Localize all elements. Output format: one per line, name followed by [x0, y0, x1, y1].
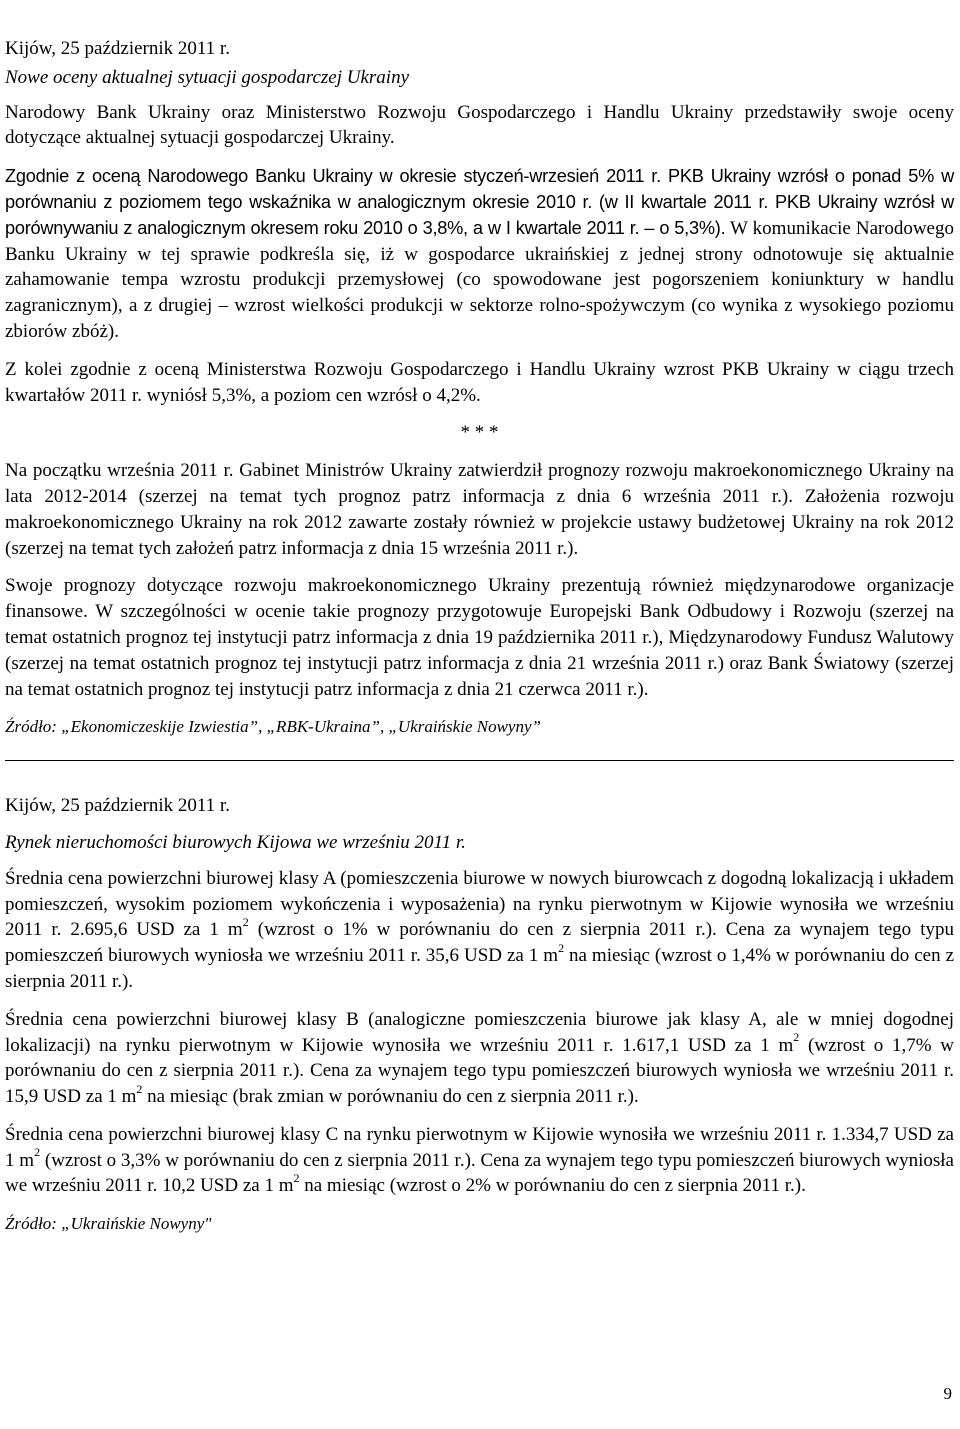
paragraph — [5, 866, 954, 995]
article-dateline: Kijów, 25 październik 2011 r. — [5, 795, 230, 817]
superscript: 2 — [136, 1081, 143, 1096]
paragraph: Na początku września 2011 r. Gabinet Ministrów Ukrainy zatwierdził prognozy rozwoju makroekonomicznego Ukrainy na lata 2012-2014 (szerzej na temat tych prognoz patrz informacja z dnia 6 września 2011 r.). Założenia rozwoju makroekonomicznego Ukrainy na rok 2012 zawarte zostały również w projekcie ustawy budżetowej Ukrainy na rok 2012 (szerzej na temat tych założeń patrz informacja z dnia 15 września 2011 r.). — [5, 460, 954, 559]
page-number: 9 — [943, 1384, 952, 1403]
text-run: Średnia cena powierzchni biurowej klasy B (analogiczne pomieszczenia biurowe jak klasy A, ale w mniej dogodnej lokalizacji) na rynku pierwotnym w Kijowie wynosiła we wrześniu 2011 r. 1.617,1 USD za 1 m — [5, 1008, 954, 1056]
paragraph — [5, 164, 954, 345]
article-dateline: Kijów, 25 październik 2011 r. — [5, 38, 230, 59]
text-run: (wzrost o 1,7% w porównaniu do cen z sierpnia 2011 r.). Cena za wynajem tego typu pomieszczeń biurowych wyniosła we wrześniu 2011 r. 15,9 USD za 1 m — [5, 1034, 955, 1108]
source-note: Źródło: „Ukraińskie Nowyny" — [5, 1214, 212, 1234]
paragraph-sans-part: Zgodnie z oceną Narodowego Banku Ukrainy w okresie styczeń-wrzesień 2011 r. PKB Ukrainy wzrósł o ponad 5% w porównaniu z poziomem tego wskaźnika w analogicznym okresie 2010 r. (w II kwartale 2011 r. PKB Ukrainy wzrósł w porównywaniu z analogicznym okresem roku 2010 o 3,8%, a w I kwartale 2011 r. – o 5,3%). — [5, 166, 954, 238]
paragraph — [5, 1122, 954, 1199]
superscript: 2 — [793, 1030, 800, 1045]
superscript: 2 — [293, 1171, 300, 1186]
paragraph — [5, 1007, 954, 1110]
paragraph: Narodowy Bank Ukrainy oraz Ministerstwo Rozwoju Gospodarczego i Handlu Ukrainy przedstawiły swoje oceny dotyczące aktualnej sytuacji gospodarczej Ukrainy. — [5, 101, 954, 149]
document-page — [5, 36, 954, 1237]
source-note: Źródło: „Ekonomiczeskije Izwiestia”, „RBK-Ukraina”, „Ukraińskie Nowyny” — [5, 717, 541, 737]
superscript: 2 — [558, 940, 565, 955]
article-title: Nowe oceny aktualnej sytuacji gospodarczej Ukrainy — [5, 66, 410, 88]
divider — [5, 760, 954, 761]
superscript: 2 — [34, 1145, 41, 1160]
text-run: (wzrost o 3,3% w porównaniu do cen z sierpnia 2011 r.). Cena za wynajem tego typu pomieszczeń biurowych wyniosła we wrześniu 2011 r. 10,2 USD za 1 m — [5, 1149, 954, 1197]
article-title: Rynek nieruchomości biurowych Kijowa we wrześniu 2011 r. — [5, 831, 466, 853]
text-run: na miesiąc (wzrost o 2% w porównaniu do cen z sierpnia 2011 r.). — [299, 1175, 806, 1197]
section-separator-stars: * * * — [460, 422, 499, 444]
text-run: Średnia cena powierzchni biurowej klasy A (pomieszczenia biurowe w nowych biurowcach z dogodną lokalizacją i układem pomieszczeń, wysokim poziomem wykończenia i wyposażenia) na rynku pierwotnym w Kijowie wynosiła we wrześniu 2011 r. 2.695,6 USD za 1 m — [5, 867, 954, 941]
text-run: na miesiąc (brak zmian w porównaniu do cen z sierpnia 2011 r.). — [142, 1086, 639, 1108]
text-run: na miesiąc (wzrost o 1,4% w porównaniu do cen z sierpnia 2011 r.). — [5, 945, 955, 992]
superscript: 2 — [242, 914, 249, 929]
paragraph: Swoje prognozy dotyczące rozwoju makroekonomicznego Ukrainy prezentują również międzynarodowe organizacje finansowe. W szczególności w ocenie takie prognozy przygotowuje Europejski Bank Odbudowy i Rozwoju (szerzej na temat ostatnich prognoz tej instytucji patrz informacja z dnia 19 października 2011 r.), Międzynarodowy Fundusz Walutowy (szerzej na temat ostatnich prognoz tej instytucji patrz informacja z dnia 21 września 2011 r.) oraz Bank Światowy (szerzej na temat ostatnich prognoz tej instytucji patrz informacja z dnia 21 czerwca 2011 r.). — [5, 575, 954, 700]
text-run: Średnia cena powierzchni biurowej klasy C na rynku pierwotnym w Kijowie wynosiła we wrześniu 2011 r. 1.334,7 USD za 1 m — [5, 1123, 954, 1171]
text-run: (wzrost o 1% w porównaniu do cen z sierpnia 2011 r.). Cena za wynajem tego typu pomieszczeń biurowych wyniosła we wrześniu 2011 r. 35,6 USD za 1 m — [5, 919, 954, 967]
paragraph: Z kolei zgodnie z oceną Ministerstwa Rozwoju Gospodarczego i Handlu Ukrainy wzrost PKB Ukrainy w ciągu trzech kwartałów 2011 r. wyniósł 5,3%, a poziom cen wzrósł o 4,2%. — [5, 358, 954, 406]
paragraph-serif-part: W komunikacie Narodowego Banku Ukrainy w tej sprawie podkreśla się, iż w gospodarce ukraińskiej z jednej strony odnotowuje się aktualnie zahamowanie tempa wzrostu produkcji przemysłowej (co spowodowane jest pogorszeniem koniunktury w handlu zagranicznym), a z drugiej – wzrost wielkości produkcji w sektorze rolno-spożywczym (co wynika z wysokiego poziomu zbiorów zbóż). — [5, 217, 954, 342]
